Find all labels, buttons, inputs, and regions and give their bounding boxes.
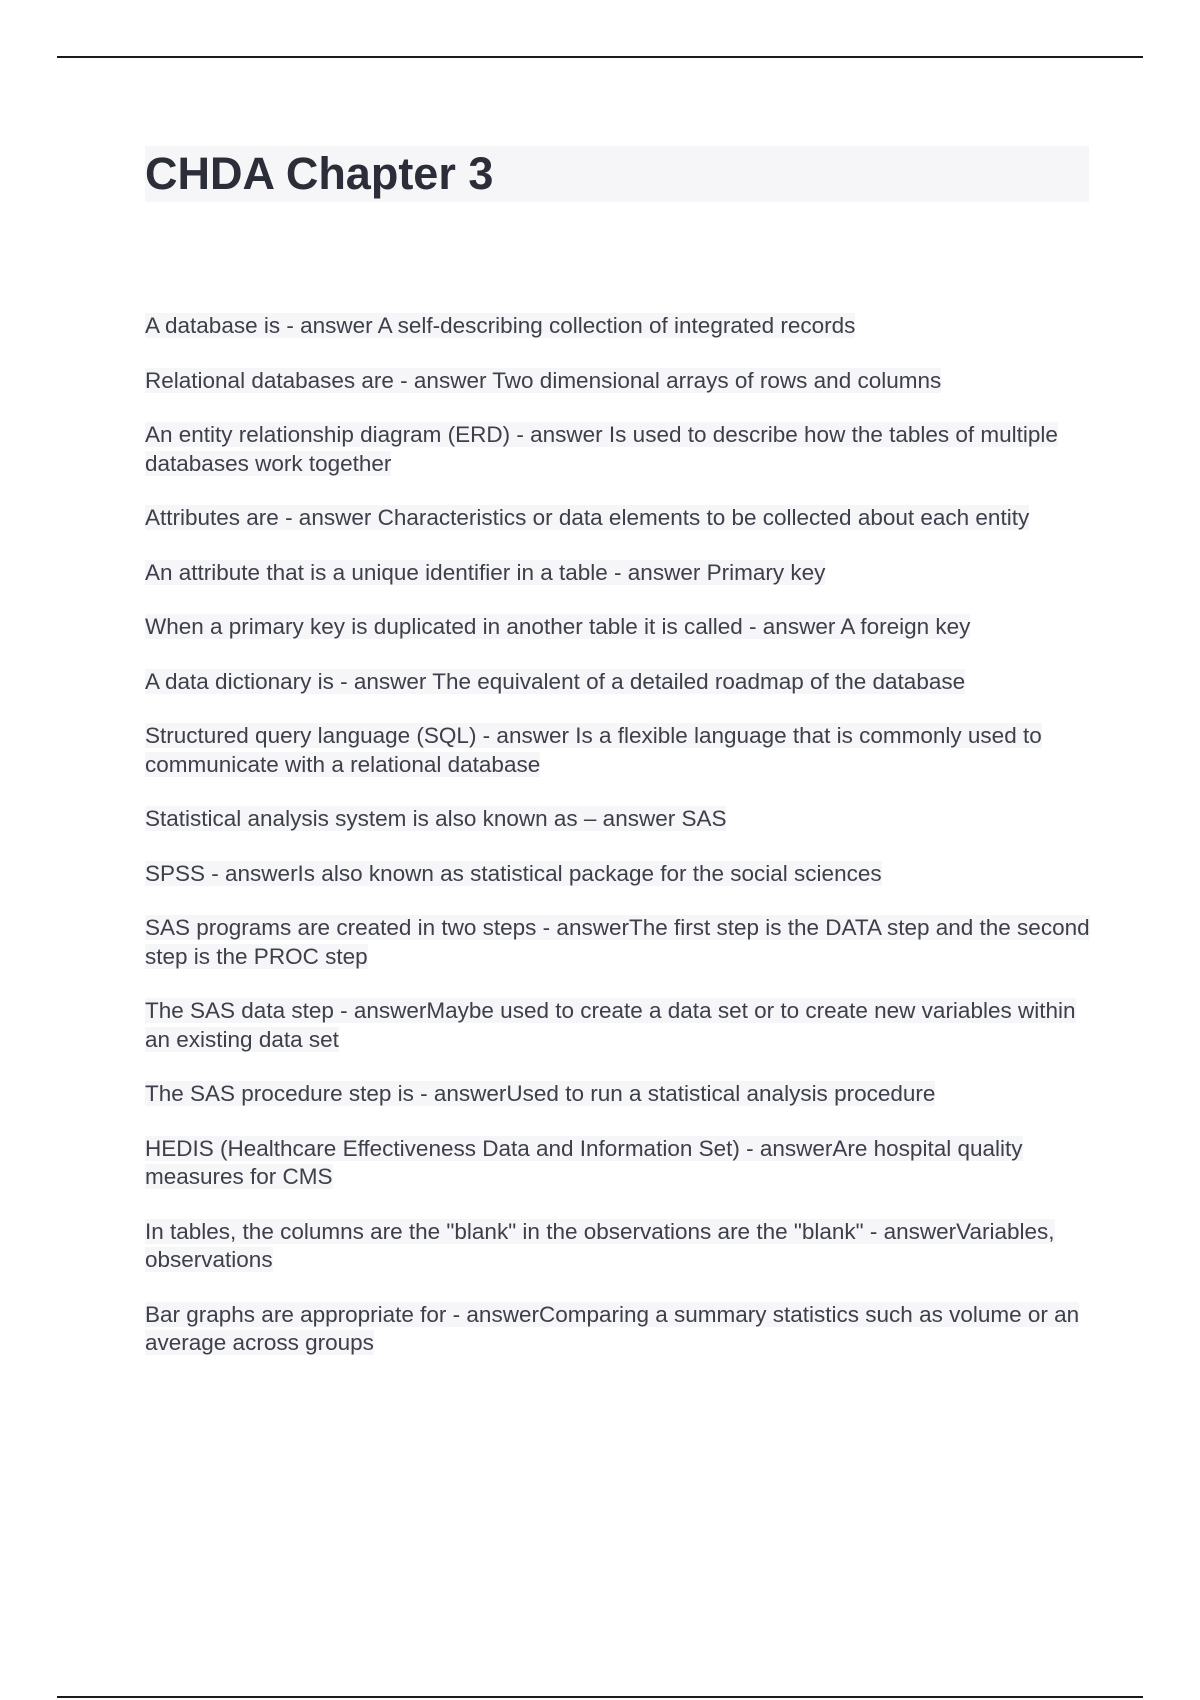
bottom-rule	[57, 1696, 1143, 1698]
qa-item-7	[145, 668, 1105, 697]
qa-item-text: Relational databases are - answer Two dimensional arrays of rows and columns	[145, 367, 942, 393]
qa-item-text: The SAS procedure step is - answerUsed to run a statistical analysis procedure	[145, 1081, 936, 1106]
qa-item-text: A database is - answer A self-describing collection of integrated records	[145, 313, 856, 338]
qa-item-text: Statistical analysis system is also known as – answer SAS	[145, 806, 727, 831]
qa-item-1	[145, 312, 1105, 341]
qa-item-text: Attributes are - answer Characteristics or data elements to be collected about each entity	[145, 505, 1030, 530]
qa-item-3	[145, 421, 1105, 478]
qa-item-9	[145, 805, 1105, 834]
qa-item-text: An entity relationship diagram (ERD) - answer Is used to describe how the tables of multiple databases work together	[145, 422, 1058, 476]
qa-item-text: When a primary key is duplicated in another table it is called - answer A foreign key	[145, 614, 971, 639]
qa-item-text: Structured query language (SQL) - answer Is a flexible language that is commonly used to communicate with a relational database	[145, 723, 1042, 777]
qa-item-text: An attribute that is a unique identifier in a table - answer Primary key	[145, 559, 826, 585]
qa-item-16	[145, 1301, 1105, 1358]
qa-item-6	[145, 613, 1105, 642]
page-title: CHDA Chapter 3	[145, 148, 494, 199]
qa-item-text: SAS programs are created in two steps - answerThe first step is the DATA step and the second step is the PROC step	[145, 915, 1090, 969]
qa-item-11	[145, 914, 1105, 971]
qa-item-8	[145, 722, 1105, 779]
top-rule	[57, 56, 1143, 58]
qa-item-15	[145, 1218, 1105, 1275]
qa-item-text: A data dictionary is - answer The equivalent of a detailed roadmap of the database	[145, 668, 966, 694]
qa-item-5	[145, 559, 1105, 588]
qa-item-4	[145, 504, 1105, 533]
qa-list	[145, 312, 1105, 1384]
qa-item-text: SPSS - answerIs also known as statistical package for the social sciences	[145, 860, 882, 886]
qa-item-text: The SAS data step - answerMaybe used to create a data set or to create new variables within an existing data set	[145, 998, 1076, 1052]
qa-item-text: HEDIS (Healthcare Effectiveness Data and Information Set) - answerAre hospital quality measures for CMS	[145, 1135, 1023, 1189]
qa-item-text: Bar graphs are appropriate for - answerComparing a summary statistics such as volume or an average across groups	[145, 1301, 1080, 1355]
qa-item-text: In tables, the columns are the "blank" in the observations are the "blank" - answerVariables, observations	[145, 1218, 1055, 1272]
qa-item-12	[145, 997, 1105, 1054]
qa-item-10	[145, 860, 1105, 889]
qa-item-13	[145, 1080, 1105, 1109]
qa-item-2	[145, 367, 1105, 396]
qa-item-14	[145, 1135, 1105, 1192]
